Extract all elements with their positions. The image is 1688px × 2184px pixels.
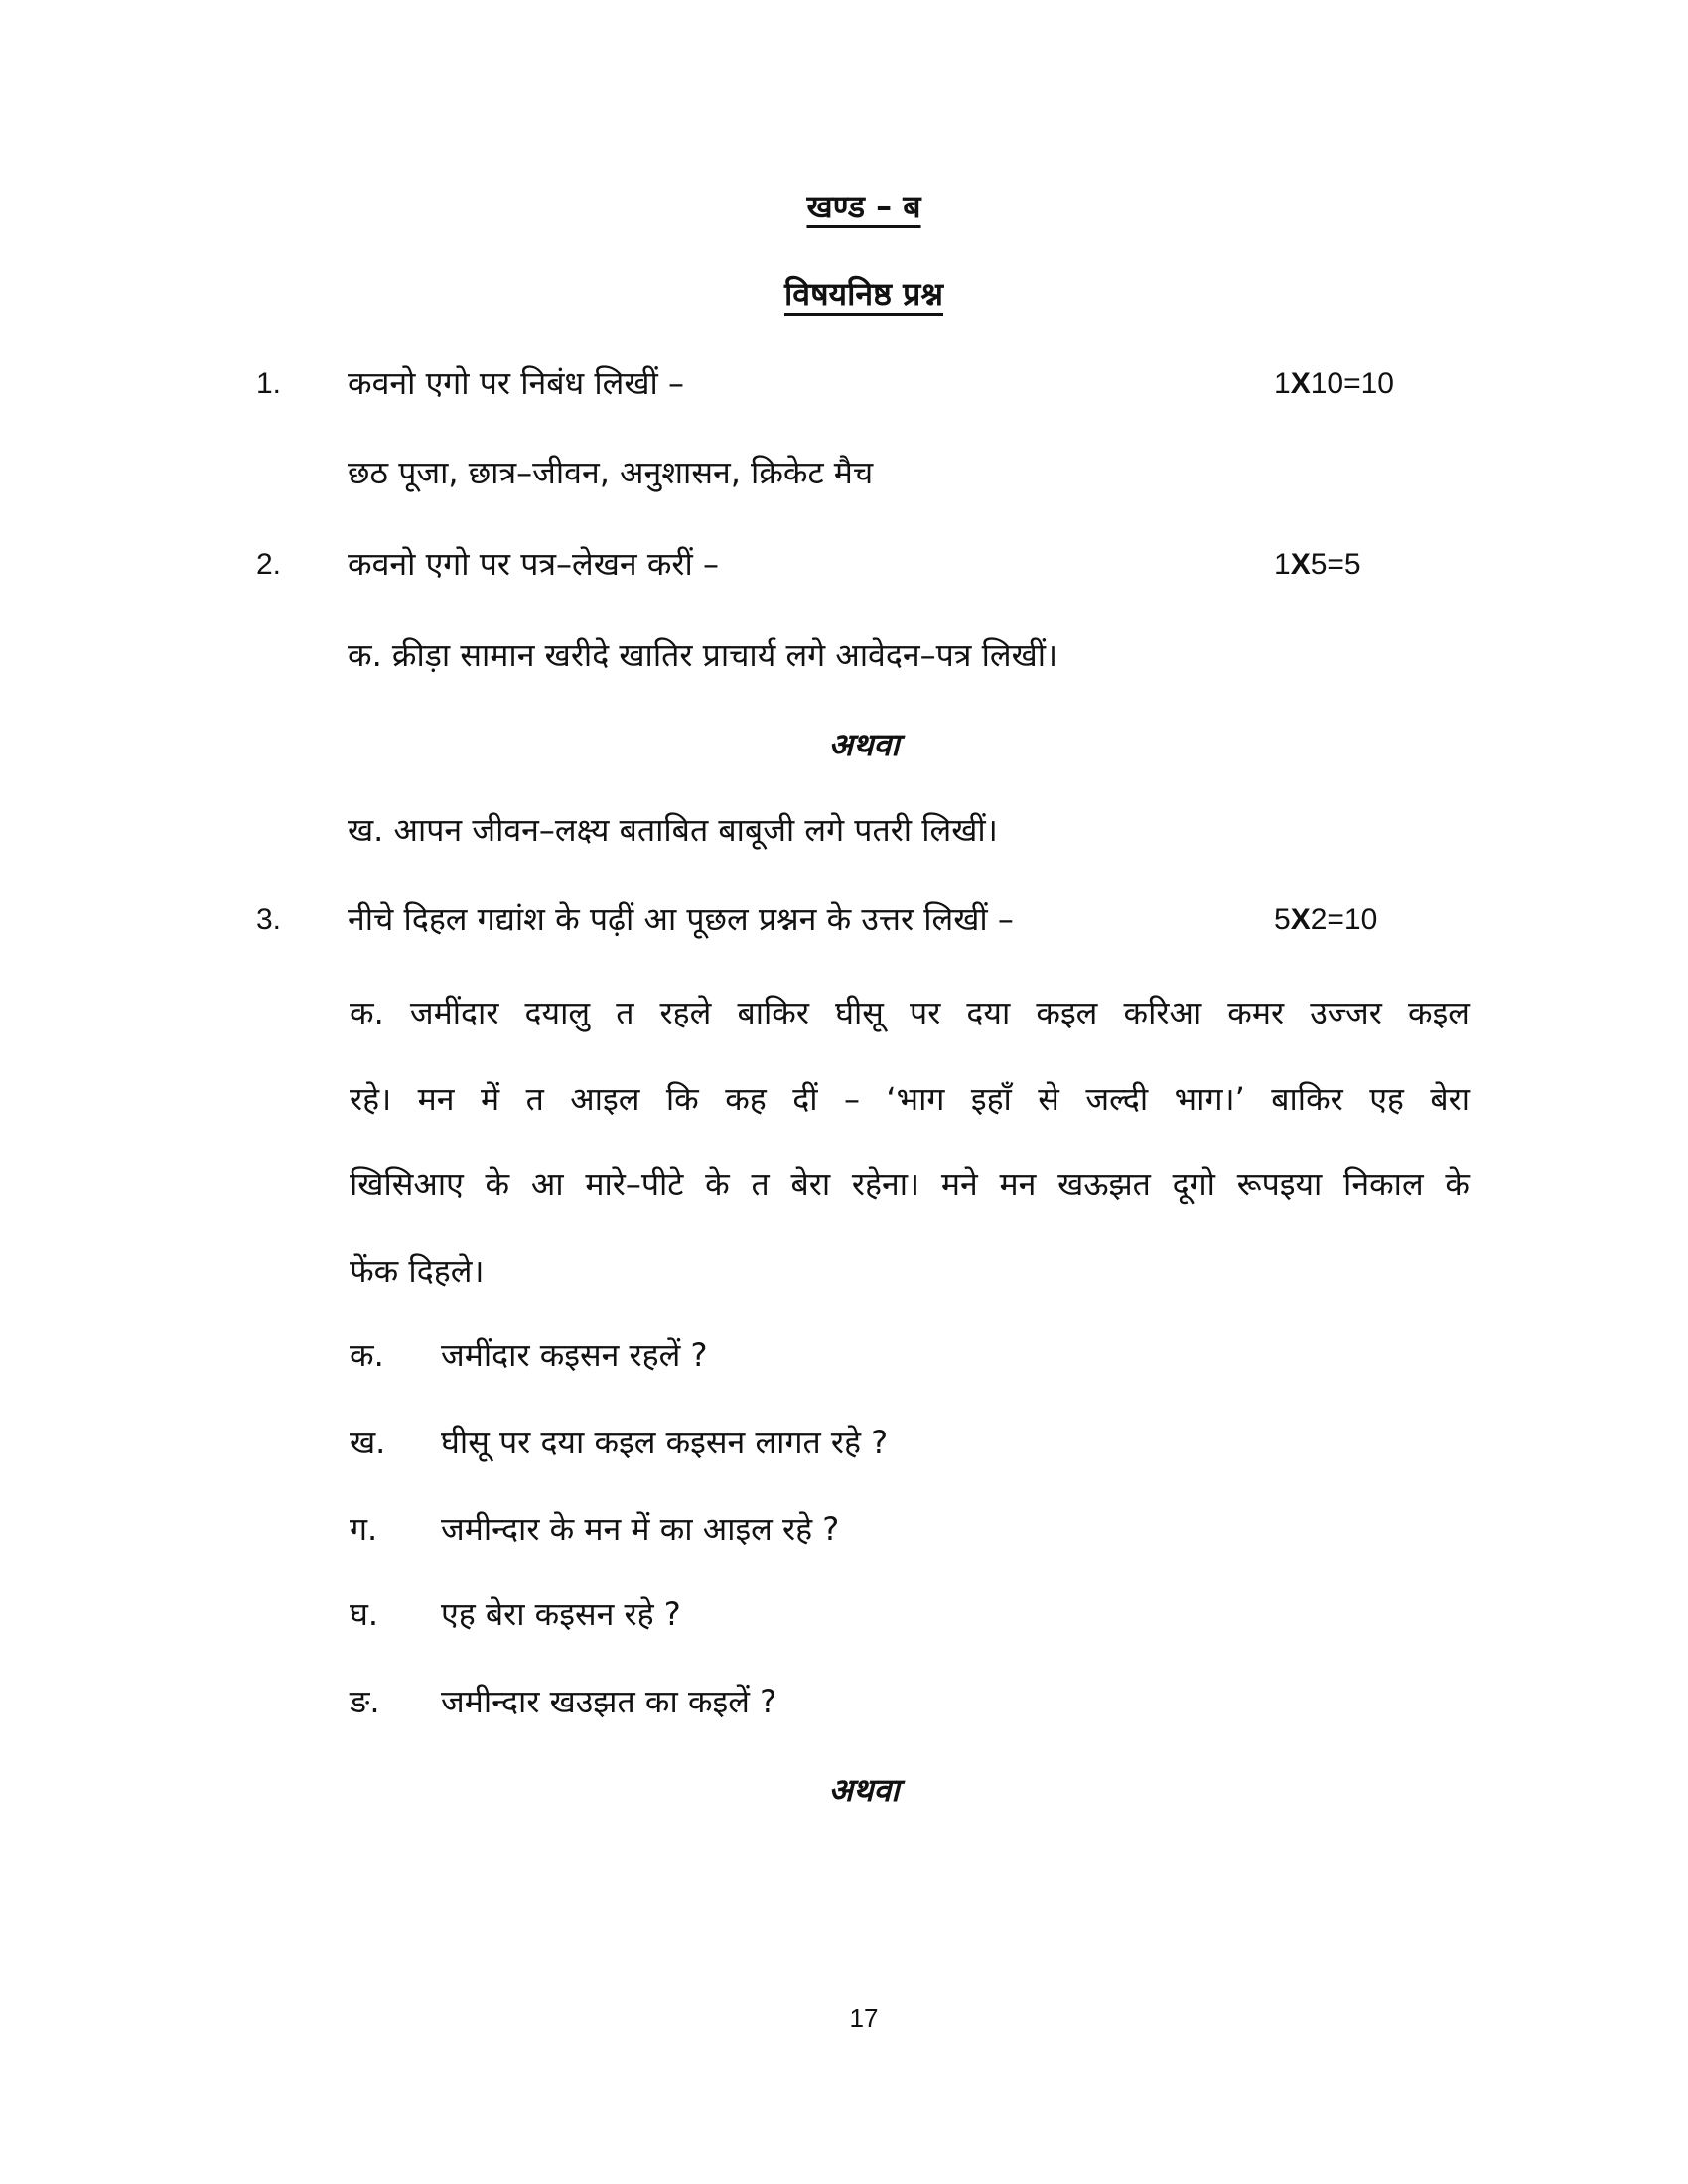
marks-part: 1 xyxy=(1274,548,1291,581)
question-prompt: कवनो एगो पर पत्र–लेखन करीं – xyxy=(348,545,719,583)
passage-line: रहे। मन में त आइल कि कह दीं – ‘भाग इहाँ से जल्दी भाग।’ बाकिर एह बेरा xyxy=(350,1080,1470,1118)
sub-question-text: जमींदार कइसन रहलें ? xyxy=(441,1336,708,1374)
marks-multiplier: X xyxy=(1290,367,1311,400)
sub-question-label: घ. xyxy=(350,1595,379,1633)
essay-topics: छठ पूजा, छात्र–जीवन, अनुशासन, क्रिकेट मैच xyxy=(348,454,874,491)
question-marks xyxy=(1274,548,1361,582)
question-marks xyxy=(1274,367,1394,401)
question-prompt: कवनो एगो पर निबंध लिखीं – xyxy=(348,364,684,402)
sub-question-text: जमीन्दार खउझत का कइलें ? xyxy=(441,1683,777,1720)
or-separator: अथवा xyxy=(828,1771,900,1809)
letter-option-a: क. क्रीड़ा सामान खरीदे खातिर प्राचार्य लगे आवेदन–पत्र लिखीं। xyxy=(348,636,1058,674)
question-number: 1. xyxy=(256,367,282,400)
marks-part: 1 xyxy=(1274,367,1291,400)
passage-line: खिसिआए के आ मारे–पीटे के त बेरा रहेना। मने मन खऊझत दूगो रूपइया निकाल के xyxy=(350,1165,1470,1203)
sub-question-label: क. xyxy=(350,1336,384,1374)
passage-line: फेंक दिहले। xyxy=(350,1252,485,1290)
question-number: 3. xyxy=(256,903,282,936)
letter-option-b: ख. आपन जीवन–लक्ष्य बताबित बाबूजी लगे पतरी लिखीं। xyxy=(348,811,998,849)
sub-question-text: एह बेरा कइसन रहे ? xyxy=(441,1595,681,1633)
sub-question-label: ङ. xyxy=(350,1683,380,1720)
sub-question-label: ग. xyxy=(350,1510,378,1548)
marks-part: 10=10 xyxy=(1310,367,1394,400)
question-prompt: नीचे दिहल गद्यांश के पढ़ीं आ पूछल प्रश्नन के उत्तर लिखीं – xyxy=(348,900,1014,938)
section-subtitle: विषयनिष्ठ प्रश्न xyxy=(783,275,943,313)
sub-question-text: जमीन्दार के मन में का आइल रहे ? xyxy=(441,1510,840,1548)
section-title: खण्ड – ब xyxy=(806,188,921,225)
marks-multiplier: X xyxy=(1290,903,1311,936)
passage-line: क. जमींदार दयालु त रहले बाकिर घीसू पर दया कइल करिआ कमर उज्जर कइल xyxy=(350,994,1470,1031)
question-number: 2. xyxy=(256,548,282,581)
question-marks xyxy=(1274,903,1377,937)
sub-question-label: ख. xyxy=(350,1424,386,1461)
marks-multiplier: X xyxy=(1290,548,1311,581)
marks-part: 5 xyxy=(1274,903,1291,936)
sub-question-text: घीसू पर दया कइल कइसन लागत रहे ? xyxy=(441,1424,889,1461)
marks-part: 2=10 xyxy=(1310,903,1378,936)
or-separator: अथवा xyxy=(828,726,900,763)
page-number: 17 xyxy=(849,2003,879,2033)
marks-part: 5=5 xyxy=(1310,548,1361,581)
